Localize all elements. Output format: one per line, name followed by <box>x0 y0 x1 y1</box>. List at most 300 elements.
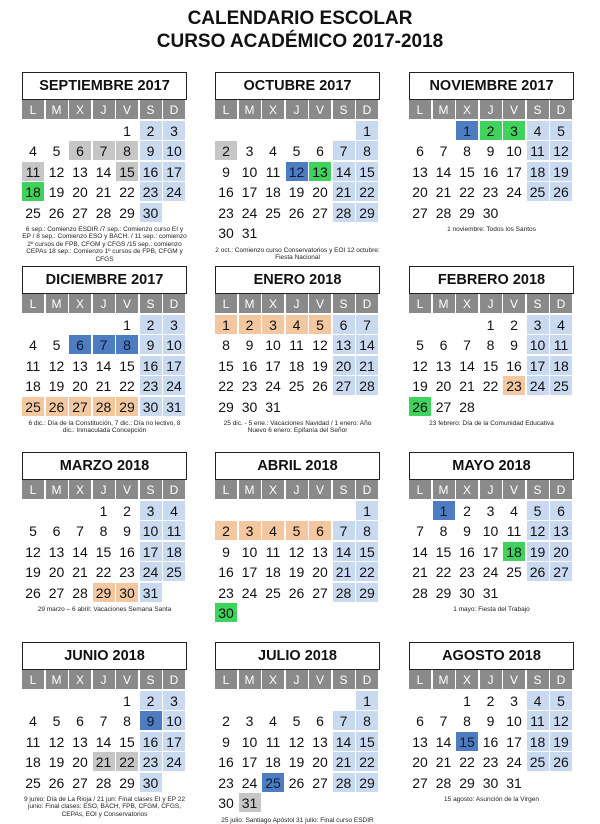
day-cell[interactable]: 3 <box>239 141 261 160</box>
day-cell[interactable]: 8 <box>215 335 237 354</box>
day-cell[interactable]: 2 <box>140 315 162 334</box>
day-cell[interactable]: 26 <box>409 397 431 416</box>
day-cell[interactable]: 5 <box>286 711 308 730</box>
day-cell[interactable]: 28 <box>433 773 455 792</box>
day-cell[interactable]: 18 <box>262 182 284 201</box>
day-cell[interactable]: 29 <box>433 583 455 602</box>
day-cell[interactable]: 17 <box>503 732 525 751</box>
day-cell[interactable]: 16 <box>140 162 162 181</box>
day-cell[interactable]: 10 <box>239 162 261 181</box>
day-cell[interactable]: 14 <box>69 542 91 561</box>
day-cell[interactable]: 2 <box>215 141 237 160</box>
day-cell[interactable]: 3 <box>163 121 185 140</box>
day-cell[interactable]: 13 <box>69 732 91 751</box>
day-cell[interactable]: 12 <box>527 521 549 540</box>
day-cell[interactable]: 2 <box>503 315 525 334</box>
day-cell[interactable]: 25 <box>163 562 185 581</box>
day-cell[interactable]: 23 <box>140 182 162 201</box>
day-cell[interactable]: 20 <box>46 562 68 581</box>
day-cell[interactable]: 22 <box>456 752 478 771</box>
day-cell[interactable]: 26 <box>286 583 308 602</box>
day-cell[interactable]: 10 <box>163 141 185 160</box>
day-cell[interactable]: 12 <box>46 732 68 751</box>
day-cell[interactable]: 2 <box>456 501 478 520</box>
day-cell[interactable]: 20 <box>309 562 331 581</box>
day-cell[interactable]: 2 <box>215 521 237 540</box>
day-cell[interactable]: 2 <box>239 315 261 334</box>
day-cell[interactable]: 26 <box>22 583 44 602</box>
day-cell[interactable]: 2 <box>140 691 162 710</box>
day-cell[interactable]: 12 <box>550 141 572 160</box>
day-cell[interactable]: 11 <box>22 732 44 751</box>
day-cell[interactable]: 1 <box>480 315 502 334</box>
day-cell[interactable]: 12 <box>46 162 68 181</box>
day-cell[interactable]: 7 <box>93 335 115 354</box>
day-cell[interactable]: 31 <box>480 583 502 602</box>
day-cell[interactable]: 18 <box>163 542 185 561</box>
day-cell[interactable]: 15 <box>215 356 237 375</box>
day-cell[interactable]: 9 <box>140 141 162 160</box>
day-cell[interactable]: 15 <box>116 732 138 751</box>
day-cell[interactable]: 23 <box>140 752 162 771</box>
day-cell[interactable]: 5 <box>286 141 308 160</box>
day-cell[interactable]: 9 <box>215 542 237 561</box>
day-cell[interactable]: 13 <box>309 162 331 181</box>
day-cell[interactable]: 9 <box>215 732 237 751</box>
day-cell[interactable]: 18 <box>22 376 44 395</box>
day-cell[interactable]: 19 <box>309 356 331 375</box>
day-cell[interactable]: 27 <box>69 397 91 416</box>
day-cell[interactable]: 26 <box>550 182 572 201</box>
day-cell[interactable]: 9 <box>116 521 138 540</box>
day-cell[interactable]: 23 <box>480 752 502 771</box>
day-cell[interactable]: 13 <box>46 542 68 561</box>
day-cell[interactable]: 11 <box>527 711 549 730</box>
day-cell[interactable]: 27 <box>433 397 455 416</box>
day-cell[interactable]: 10 <box>262 335 284 354</box>
day-cell[interactable]: 26 <box>309 376 331 395</box>
day-cell[interactable]: 12 <box>286 732 308 751</box>
day-cell[interactable]: 7 <box>433 711 455 730</box>
day-cell[interactable]: 25 <box>286 376 308 395</box>
day-cell[interactable]: 13 <box>333 335 355 354</box>
day-cell[interactable]: 24 <box>163 752 185 771</box>
day-cell[interactable]: 13 <box>409 162 431 181</box>
day-cell[interactable]: 28 <box>69 583 91 602</box>
day-cell[interactable]: 14 <box>93 732 115 751</box>
day-cell[interactable]: 27 <box>550 562 572 581</box>
day-cell[interactable]: 24 <box>239 203 261 222</box>
day-cell[interactable]: 28 <box>93 397 115 416</box>
day-cell[interactable]: 2 <box>215 711 237 730</box>
day-cell[interactable]: 15 <box>356 542 378 561</box>
day-cell[interactable]: 5 <box>527 501 549 520</box>
day-cell[interactable]: 26 <box>286 773 308 792</box>
day-cell[interactable]: 7 <box>333 141 355 160</box>
day-cell[interactable]: 29 <box>116 203 138 222</box>
day-cell[interactable]: 24 <box>503 182 525 201</box>
day-cell[interactable]: 29 <box>215 397 237 416</box>
day-cell[interactable]: 12 <box>309 335 331 354</box>
day-cell[interactable]: 10 <box>239 542 261 561</box>
day-cell[interactable]: 1 <box>215 315 237 334</box>
day-cell[interactable]: 2 <box>140 121 162 140</box>
day-cell[interactable]: 26 <box>527 562 549 581</box>
day-cell[interactable]: 3 <box>140 501 162 520</box>
day-cell[interactable]: 13 <box>309 542 331 561</box>
day-cell[interactable]: 21 <box>69 562 91 581</box>
day-cell[interactable]: 31 <box>163 397 185 416</box>
day-cell[interactable]: 22 <box>456 182 478 201</box>
day-cell[interactable]: 16 <box>215 182 237 201</box>
day-cell[interactable]: 24 <box>163 182 185 201</box>
day-cell[interactable]: 22 <box>116 376 138 395</box>
day-cell[interactable]: 28 <box>356 376 378 395</box>
day-cell[interactable]: 9 <box>480 711 502 730</box>
day-cell[interactable]: 14 <box>333 542 355 561</box>
day-cell[interactable]: 6 <box>433 335 455 354</box>
day-cell[interactable]: 28 <box>409 583 431 602</box>
day-cell[interactable]: 6 <box>309 141 331 160</box>
day-cell[interactable]: 4 <box>22 335 44 354</box>
day-cell[interactable]: 8 <box>356 141 378 160</box>
day-cell[interactable]: 22 <box>480 376 502 395</box>
day-cell[interactable]: 11 <box>286 335 308 354</box>
day-cell[interactable]: 28 <box>93 203 115 222</box>
day-cell[interactable]: 25 <box>550 376 572 395</box>
day-cell[interactable]: 4 <box>527 691 549 710</box>
day-cell[interactable]: 7 <box>333 521 355 540</box>
day-cell[interactable]: 11 <box>503 521 525 540</box>
day-cell[interactable]: 4 <box>22 141 44 160</box>
day-cell[interactable]: 16 <box>140 356 162 375</box>
day-cell[interactable]: 23 <box>215 583 237 602</box>
day-cell[interactable]: 22 <box>356 752 378 771</box>
day-cell[interactable]: 7 <box>409 521 431 540</box>
day-cell[interactable]: 7 <box>356 315 378 334</box>
day-cell[interactable]: 8 <box>93 521 115 540</box>
day-cell[interactable]: 9 <box>140 335 162 354</box>
day-cell[interactable]: 17 <box>239 182 261 201</box>
day-cell[interactable]: 15 <box>116 162 138 181</box>
day-cell[interactable]: 4 <box>163 501 185 520</box>
day-cell[interactable]: 21 <box>333 562 355 581</box>
day-cell[interactable]: 2 <box>116 501 138 520</box>
day-cell[interactable]: 8 <box>116 335 138 354</box>
day-cell[interactable]: 11 <box>22 356 44 375</box>
day-cell[interactable]: 27 <box>409 203 431 222</box>
day-cell[interactable]: 30 <box>480 773 502 792</box>
day-cell[interactable]: 21 <box>93 376 115 395</box>
day-cell[interactable]: 17 <box>503 162 525 181</box>
day-cell[interactable]: 3 <box>262 315 284 334</box>
day-cell[interactable]: 15 <box>93 542 115 561</box>
day-cell[interactable]: 23 <box>503 376 525 395</box>
day-cell[interactable]: 8 <box>433 521 455 540</box>
day-cell[interactable]: 25 <box>22 773 44 792</box>
day-cell[interactable]: 8 <box>456 141 478 160</box>
day-cell[interactable]: 22 <box>356 562 378 581</box>
day-cell[interactable]: 5 <box>550 121 572 140</box>
day-cell[interactable]: 26 <box>550 752 572 771</box>
day-cell[interactable]: 11 <box>262 732 284 751</box>
day-cell[interactable]: 9 <box>215 162 237 181</box>
day-cell[interactable]: 14 <box>433 162 455 181</box>
day-cell[interactable]: 9 <box>140 711 162 730</box>
day-cell[interactable]: 3 <box>163 691 185 710</box>
day-cell[interactable]: 1 <box>433 501 455 520</box>
day-cell[interactable]: 8 <box>356 521 378 540</box>
day-cell[interactable]: 14 <box>356 335 378 354</box>
day-cell[interactable]: 17 <box>163 732 185 751</box>
day-cell[interactable]: 26 <box>46 397 68 416</box>
day-cell[interactable]: 1 <box>116 691 138 710</box>
day-cell[interactable]: 3 <box>503 121 525 140</box>
day-cell[interactable]: 18 <box>527 732 549 751</box>
day-cell[interactable]: 11 <box>22 162 44 181</box>
day-cell[interactable]: 23 <box>215 773 237 792</box>
day-cell[interactable]: 23 <box>239 376 261 395</box>
day-cell[interactable]: 14 <box>93 356 115 375</box>
day-cell[interactable]: 24 <box>239 773 261 792</box>
day-cell[interactable]: 17 <box>163 356 185 375</box>
day-cell[interactable]: 8 <box>116 711 138 730</box>
day-cell[interactable]: 31 <box>140 583 162 602</box>
day-cell[interactable]: 17 <box>163 162 185 181</box>
day-cell[interactable]: 10 <box>527 335 549 354</box>
day-cell[interactable]: 4 <box>262 711 284 730</box>
day-cell[interactable]: 19 <box>550 732 572 751</box>
day-cell[interactable]: 3 <box>503 691 525 710</box>
day-cell[interactable]: 28 <box>433 203 455 222</box>
day-cell[interactable]: 19 <box>286 752 308 771</box>
day-cell[interactable]: 24 <box>163 376 185 395</box>
day-cell[interactable]: 29 <box>356 203 378 222</box>
day-cell[interactable]: 19 <box>22 562 44 581</box>
day-cell[interactable]: 26 <box>46 203 68 222</box>
day-cell[interactable]: 28 <box>333 583 355 602</box>
day-cell[interactable]: 31 <box>239 793 261 812</box>
day-cell[interactable]: 27 <box>309 583 331 602</box>
day-cell[interactable]: 7 <box>333 711 355 730</box>
day-cell[interactable]: 22 <box>433 562 455 581</box>
day-cell[interactable]: 10 <box>163 711 185 730</box>
day-cell[interactable]: 20 <box>333 356 355 375</box>
day-cell[interactable]: 24 <box>140 562 162 581</box>
day-cell[interactable]: 8 <box>480 335 502 354</box>
day-cell[interactable]: 14 <box>433 732 455 751</box>
day-cell[interactable]: 15 <box>356 162 378 181</box>
day-cell[interactable]: 5 <box>46 141 68 160</box>
day-cell[interactable]: 6 <box>69 141 91 160</box>
day-cell[interactable]: 16 <box>215 752 237 771</box>
day-cell[interactable]: 5 <box>409 335 431 354</box>
day-cell[interactable]: 21 <box>456 376 478 395</box>
day-cell[interactable]: 11 <box>527 141 549 160</box>
day-cell[interactable]: 25 <box>22 397 44 416</box>
day-cell[interactable]: 26 <box>46 773 68 792</box>
day-cell[interactable]: 1 <box>356 501 378 520</box>
day-cell[interactable]: 10 <box>140 521 162 540</box>
day-cell[interactable]: 15 <box>480 356 502 375</box>
day-cell[interactable]: 23 <box>116 562 138 581</box>
day-cell[interactable]: 12 <box>286 542 308 561</box>
day-cell[interactable]: 30 <box>456 583 478 602</box>
day-cell[interactable]: 8 <box>456 711 478 730</box>
day-cell[interactable]: 29 <box>356 583 378 602</box>
day-cell[interactable]: 16 <box>116 542 138 561</box>
day-cell[interactable]: 11 <box>262 542 284 561</box>
day-cell[interactable]: 9 <box>456 521 478 540</box>
day-cell[interactable]: 7 <box>69 521 91 540</box>
day-cell[interactable]: 20 <box>409 752 431 771</box>
day-cell[interactable]: 25 <box>262 203 284 222</box>
day-cell[interactable]: 24 <box>527 376 549 395</box>
day-cell[interactable]: 30 <box>215 793 237 812</box>
day-cell[interactable]: 15 <box>116 356 138 375</box>
day-cell[interactable]: 22 <box>116 182 138 201</box>
day-cell[interactable]: 27 <box>46 583 68 602</box>
day-cell[interactable]: 26 <box>286 203 308 222</box>
day-cell[interactable]: 27 <box>309 773 331 792</box>
day-cell[interactable]: 11 <box>163 521 185 540</box>
day-cell[interactable]: 7 <box>93 711 115 730</box>
day-cell[interactable]: 18 <box>527 162 549 181</box>
day-cell[interactable]: 12 <box>286 162 308 181</box>
day-cell[interactable]: 14 <box>333 732 355 751</box>
day-cell[interactable]: 7 <box>456 335 478 354</box>
day-cell[interactable]: 10 <box>503 141 525 160</box>
day-cell[interactable]: 6 <box>46 521 68 540</box>
day-cell[interactable]: 28 <box>333 773 355 792</box>
day-cell[interactable]: 27 <box>69 773 91 792</box>
day-cell[interactable]: 30 <box>116 583 138 602</box>
day-cell[interactable]: 6 <box>309 711 331 730</box>
day-cell[interactable]: 24 <box>503 752 525 771</box>
day-cell[interactable]: 18 <box>550 356 572 375</box>
day-cell[interactable]: 24 <box>239 583 261 602</box>
day-cell[interactable]: 19 <box>286 562 308 581</box>
day-cell[interactable]: 29 <box>456 203 478 222</box>
day-cell[interactable]: 13 <box>433 356 455 375</box>
day-cell[interactable]: 30 <box>140 203 162 222</box>
day-cell[interactable]: 17 <box>480 542 502 561</box>
day-cell[interactable]: 11 <box>550 335 572 354</box>
day-cell[interactable]: 21 <box>409 562 431 581</box>
day-cell[interactable]: 13 <box>550 521 572 540</box>
day-cell[interactable]: 6 <box>69 335 91 354</box>
day-cell[interactable]: 6 <box>409 141 431 160</box>
day-cell[interactable]: 4 <box>527 121 549 140</box>
day-cell[interactable]: 25 <box>527 182 549 201</box>
day-cell[interactable]: 12 <box>46 356 68 375</box>
day-cell[interactable]: 20 <box>69 752 91 771</box>
day-cell[interactable]: 18 <box>22 182 44 201</box>
day-cell[interactable]: 24 <box>480 562 502 581</box>
day-cell[interactable]: 21 <box>93 182 115 201</box>
day-cell[interactable]: 12 <box>22 542 44 561</box>
day-cell[interactable]: 20 <box>409 182 431 201</box>
day-cell[interactable]: 15 <box>356 732 378 751</box>
day-cell[interactable]: 21 <box>433 182 455 201</box>
day-cell[interactable]: 14 <box>409 542 431 561</box>
day-cell[interactable]: 10 <box>163 335 185 354</box>
day-cell[interactable]: 21 <box>333 752 355 771</box>
day-cell[interactable]: 3 <box>239 521 261 540</box>
day-cell[interactable]: 5 <box>550 691 572 710</box>
day-cell[interactable]: 1 <box>116 315 138 334</box>
day-cell[interactable]: 10 <box>503 711 525 730</box>
day-cell[interactable]: 19 <box>550 162 572 181</box>
day-cell[interactable]: 16 <box>503 356 525 375</box>
day-cell[interactable]: 24 <box>262 376 284 395</box>
day-cell[interactable]: 30 <box>140 773 162 792</box>
day-cell[interactable]: 4 <box>262 521 284 540</box>
day-cell[interactable]: 13 <box>69 356 91 375</box>
day-cell[interactable]: 22 <box>93 562 115 581</box>
day-cell[interactable]: 1 <box>456 691 478 710</box>
day-cell[interactable]: 18 <box>503 542 525 561</box>
day-cell[interactable]: 19 <box>46 376 68 395</box>
day-cell[interactable]: 4 <box>262 141 284 160</box>
day-cell[interactable]: 5 <box>22 521 44 540</box>
day-cell[interactable]: 2 <box>480 691 502 710</box>
day-cell[interactable]: 1 <box>116 121 138 140</box>
day-cell[interactable]: 23 <box>140 376 162 395</box>
day-cell[interactable]: 2 <box>480 121 502 140</box>
day-cell[interactable]: 30 <box>239 397 261 416</box>
day-cell[interactable]: 17 <box>239 752 261 771</box>
day-cell[interactable]: 17 <box>140 542 162 561</box>
day-cell[interactable]: 14 <box>93 162 115 181</box>
day-cell[interactable]: 14 <box>456 356 478 375</box>
day-cell[interactable]: 21 <box>433 752 455 771</box>
day-cell[interactable]: 18 <box>262 752 284 771</box>
day-cell[interactable]: 20 <box>69 182 91 201</box>
day-cell[interactable]: 22 <box>356 182 378 201</box>
day-cell[interactable]: 16 <box>140 732 162 751</box>
day-cell[interactable]: 1 <box>356 691 378 710</box>
day-cell[interactable]: 19 <box>409 376 431 395</box>
day-cell[interactable]: 19 <box>527 542 549 561</box>
day-cell[interactable]: 1 <box>356 121 378 140</box>
day-cell[interactable]: 1 <box>93 501 115 520</box>
day-cell[interactable]: 20 <box>550 542 572 561</box>
day-cell[interactable]: 19 <box>46 752 68 771</box>
day-cell[interactable]: 4 <box>550 315 572 334</box>
day-cell[interactable]: 21 <box>93 752 115 771</box>
day-cell[interactable]: 19 <box>46 182 68 201</box>
day-cell[interactable]: 6 <box>69 711 91 730</box>
day-cell[interactable]: 19 <box>286 182 308 201</box>
day-cell[interactable]: 28 <box>333 203 355 222</box>
day-cell[interactable]: 23 <box>480 182 502 201</box>
day-cell[interactable]: 10 <box>239 732 261 751</box>
day-cell[interactable]: 10 <box>480 521 502 540</box>
day-cell[interactable]: 15 <box>456 162 478 181</box>
day-cell[interactable]: 29 <box>93 583 115 602</box>
day-cell[interactable]: 5 <box>46 335 68 354</box>
day-cell[interactable]: 15 <box>433 542 455 561</box>
day-cell[interactable]: 13 <box>309 732 331 751</box>
day-cell[interactable]: 21 <box>356 356 378 375</box>
day-cell[interactable]: 25 <box>262 583 284 602</box>
day-cell[interactable]: 20 <box>433 376 455 395</box>
day-cell[interactable]: 16 <box>239 356 261 375</box>
day-cell[interactable]: 9 <box>503 335 525 354</box>
day-cell[interactable]: 1 <box>456 121 478 140</box>
day-cell[interactable]: 20 <box>309 182 331 201</box>
